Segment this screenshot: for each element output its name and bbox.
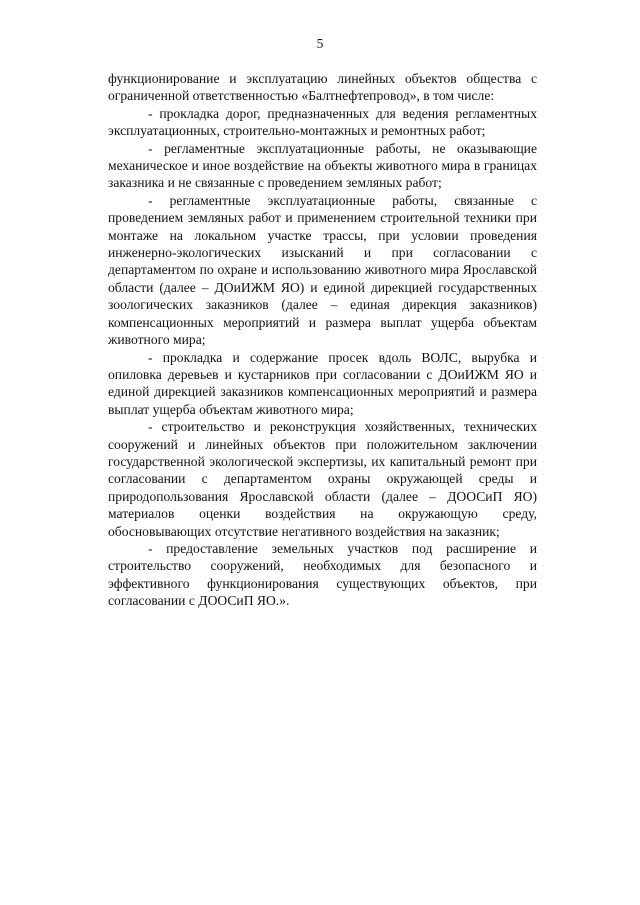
paragraph-list-item: - прокладка дорог, предназначенных для ведения регламентных эксплуатационных, строительно-монтажных и ремонтных работ; xyxy=(108,105,537,139)
paragraph-list-item: - прокладка и содержание просек вдоль ВОЛС, вырубка и опиловка деревьев и кустарников при согласовании с ДОиИЖМ ЯО и единой дирекцией заказников компенсационных мероприятий и размера выплат ущерба объектам животного мира; xyxy=(108,349,537,417)
paragraph-list-item: - предоставление земельных участков под расширение и строительство сооружений, необходимых для безопасного и эффективного функционирования существующих объектов, при согласовании с ДООСиП ЯО.». xyxy=(108,540,537,609)
document-body xyxy=(108,70,537,610)
paragraph-continuation: функционирование и эксплуатацию линейных объектов общества с ограниченной ответственностью «Балтнефтепровод», в том числе: xyxy=(108,71,537,104)
paragraph-list-item: - регламентные эксплуатационные работы, связанные с проведением земляных работ и применением строительной техники при монтаже на локальном участке трассы, при условии проведения инженерно-экологических изысканий и при согласовании с департаментом по охране и использованию животного мира Ярославской области (далее – ДОиИЖМ ЯО) и единой дирекцией государственных зоологических заказников (далее – единая дирекция заказников) компенсационных мероприятий и размера выплат ущерба объектам животного мира; xyxy=(108,192,537,348)
paragraph-list-item: - регламентные эксплуатационные работы, не оказывающие механическое и иное воздействие на объекты животного мира в границах заказника и не связанные с проведением земляных работ; xyxy=(108,140,537,191)
page-number: 5 xyxy=(316,36,324,51)
paragraph-list-item: - строительство и реконструкция хозяйственных, технических сооружений и линейных объектов при положительном заключении государственной экологической экспертизы, их капитальный ремонт при согласовании с департаментом охраны окружающей среды и природопользования Ярославской области (далее – ДООСиП ЯО) материалов оценки воздействия на окружающую среду, обосновывающих отсутствие негативного воздействия на заказник; xyxy=(108,419,537,539)
